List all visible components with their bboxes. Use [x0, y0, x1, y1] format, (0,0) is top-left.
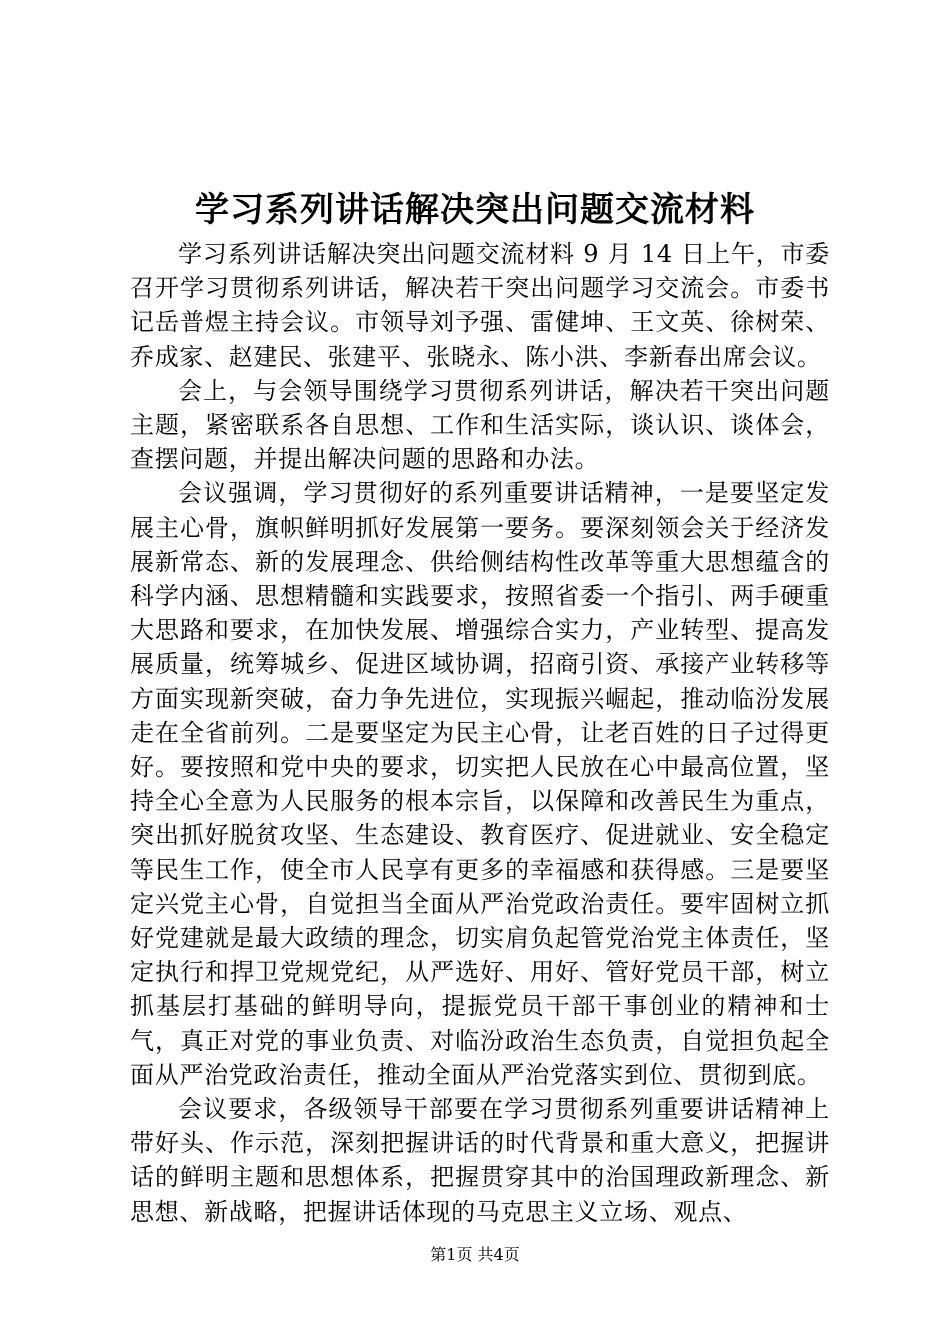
- paragraph-4: 会议要求，各级领导干部要在学习贯彻系列重要讲话精神上带好头、作示范，深刻把握讲话的时代背景和重大意义，把握讲话的鲜明主题和思想体系，把握贯穿其中的治国理政新理念、新思想、新战略，把握讲话体现的马克思主义立场、观点、: [130, 1095, 830, 1226]
- paragraph-3: 会议强调，学习贯彻好的系列重要讲话精神，一是要坚定发展主心骨，旗帜鲜明抓好发展第一要务。要深刻领会关于经济发展新常态、新的发展理念、供给侧结构性改革等重大思想蕴含的科学内涵、思想精髓和实践要求，按照省委一个指引、两手硬重大思路和要求，在加快发展、增强综合实力，产业转型、提高发展质量，统筹城乡、促进区域协调，招商引资、承接产业转移等方面实现新突破，奋力争先进位，实现振兴崛起，推动临汾发展走在全省前列。二是要坚定为民主心骨，让老百姓的日子过得更好。要按照和党中央的要求，切实把人民放在心中最高位置，坚持全心全意为人民服务的根本宗旨，以保障和改善民生为重点，突出抓好脱贫攻坚、生态建设、教育医疗、促进就业、安全稳定等民生工作，使全市人民享有更多的幸福感和获得感。三是要坚定兴党主心骨，自觉担当全面从严治党政治责任。要牢固树立抓好党建就是最大政绩的理念，切实肩负起管党治党主体责任，坚定执行和捍卫党规党纪，从严选好、用好、管好党员干部，树立抓基层打基础的鲜明导向，提振党员干部干事创业的精神和士气，真正对党的事业负责、对临汾政治生态负责，自觉担负起全面从严治党政治责任，推动全面从严治党落实到位、贯彻到底。: [130, 479, 830, 1089]
- paragraph-2: 会上，与会领导围绕学习贯彻系列讲话，解决若干突出问题主题，紧密联系各自思想、工作和生活实际，谈认识、谈体会，查摆问题，并提出解决问题的思路和办法。: [130, 376, 830, 474]
- document-title: 学习系列讲话解决突出问题交流材料: [195, 190, 755, 230]
- page-number-footer: 第1页 共4页: [430, 1245, 520, 1264]
- document-body: [130, 237, 830, 1229]
- paragraph-1: 学习系列讲话解决突出问题交流材料 9 月 14 日上午，市委召开学习贯彻系列讲话，解决若干突出问题学习交流会。市委书记岳普煜主持会议。市领导刘予强、雷健坤、王文英、徐树荣、乔成家、赵建民、张建平、张晓永、陈小洪、李新春出席会议。: [130, 240, 830, 371]
